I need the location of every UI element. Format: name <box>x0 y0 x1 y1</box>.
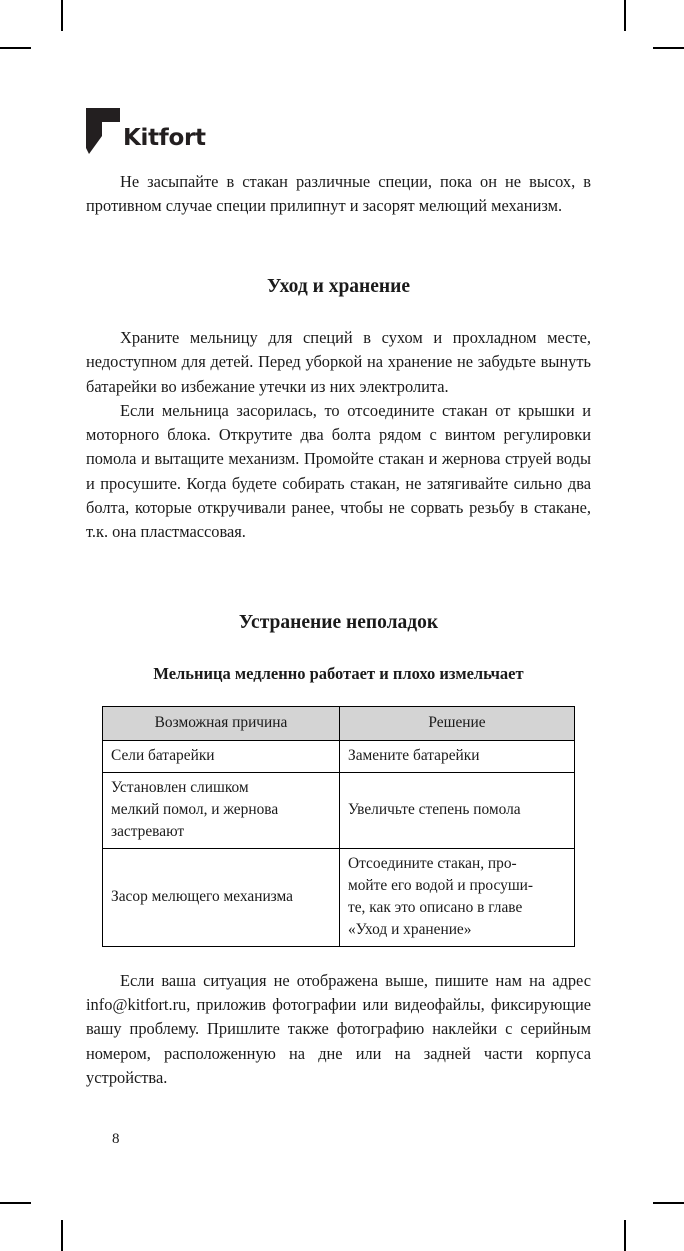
table-cell-cause <box>103 848 340 946</box>
table-row <box>103 740 575 772</box>
cell-line: Отсоедините стакан, про- <box>348 854 517 872</box>
table-cell-solution <box>340 740 575 772</box>
page-content <box>86 104 591 1090</box>
troubleshooting-heading: Устранение неполадок <box>238 611 439 633</box>
crop-mark-top-left-horizontal <box>0 47 31 49</box>
brand-logo <box>86 104 591 154</box>
cell-line: Засор мелющего механизма <box>111 887 294 905</box>
crop-mark-top-right-vertical <box>624 0 626 31</box>
care-section-heading: Уход и хранение <box>266 275 411 297</box>
table-row <box>103 848 575 946</box>
cell-line: мойте его водой и просуши- <box>348 876 534 894</box>
care-paragraph-1: Храните мельницу для специй в сухом и прохладном месте, недоступном для детей. Перед уборкой на хранение не забудьте вынуть батарейки во избежание утечки из них электролита. <box>86 327 591 396</box>
cell-line: Увеличьте степень помола <box>348 800 521 818</box>
troubleshooting-table <box>102 706 575 947</box>
cell-line: Сели батарейки <box>111 746 215 764</box>
crop-mark-bottom-right-horizontal <box>653 1202 684 1204</box>
care-paragraph-2: Если мельница засорилась, то отсоедините стакан от крышки и моторного блока. Открутите два болта рядом с винтом регулировки помола и вытащите механизм. Промойте стакан и жернова струей воды и просушите. Когда будете собирать стакан, не затягивайте сильно два болта, которые откручивали ранее, чтобы не сорвать резьбу в стакане, т.к. она пластмассовая. <box>86 400 591 542</box>
intro-paragraph: Не засыпайте в стакан различные специи, пока он не высох, в противном случае специи прилипнут и засорят мелющий механизм. <box>86 172 591 216</box>
page-number: 8 <box>112 1131 120 1147</box>
crop-mark-bottom-left-vertical <box>61 1220 63 1251</box>
cell-line: мелкий помол, и жернова <box>111 800 279 818</box>
table-cell-solution <box>340 772 575 848</box>
table-cell-solution <box>340 848 575 946</box>
table-header-solution: Решение <box>340 706 575 740</box>
cell-line: Установлен слишком <box>111 778 249 796</box>
table-cell-cause <box>103 740 340 772</box>
troubleshooting-subheading: Мельница медленно работает и плохо измельчает <box>153 664 524 684</box>
table-header-cause: Возможная причина <box>103 706 340 740</box>
cell-line: те, как это описано в главе <box>348 898 523 916</box>
crop-mark-top-right-horizontal <box>653 47 684 49</box>
cell-line: «Уход и хранение» <box>348 920 472 938</box>
cell-line: застревают <box>111 822 185 840</box>
table-header-row <box>103 706 575 740</box>
kitfort-pennant-logo-icon <box>86 108 120 154</box>
table-row <box>103 772 575 848</box>
crop-mark-bottom-left-horizontal <box>0 1202 31 1204</box>
crop-mark-bottom-right-vertical <box>624 1220 626 1251</box>
cell-line: Замените батарейки <box>348 746 480 764</box>
crop-mark-top-left-vertical <box>61 0 63 31</box>
brand-name: Kitfort <box>123 125 206 151</box>
closing-paragraph: Если ваша ситуация не отображена выше, пишите нам на адрес info@kitfort.ru, приложив фотографии или видеофайлы, фиксирующие вашу проблему. Пришлите также фотографию наклейки с серийным номером, расположенную на дне или на задней части корпуса устройства. <box>86 970 591 1088</box>
table-cell-cause <box>103 772 340 848</box>
